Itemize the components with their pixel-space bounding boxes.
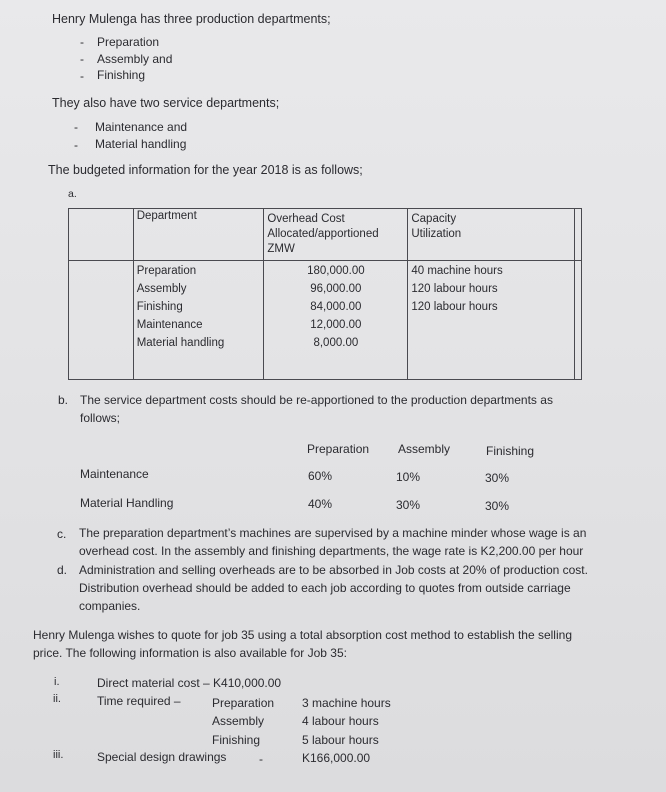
quote-line2: price. The following information is also available for Job 35: (33, 646, 347, 660)
row-department: Assembly (136, 283, 187, 295)
time-hours: 3 machine hours (302, 696, 391, 710)
bullet-dash: - (80, 69, 84, 83)
section-c-label: c. (57, 527, 67, 541)
row-cost: 8,000.00 (313, 337, 359, 349)
item-ii-label: ii. (53, 693, 61, 705)
section-d-line2: Distribution overhead should be added to each job according to quotes from outside carriage (79, 581, 571, 595)
header-capacity-line1: Capacity (411, 213, 457, 225)
production-dept-3: Finishing (97, 68, 146, 82)
bullet-dash: - (80, 35, 84, 49)
header-overhead (264, 209, 408, 261)
table-cell-empty (575, 261, 582, 380)
header-capacity-line2: Utilization (411, 228, 462, 240)
service-dept-1: Maintenance and (95, 120, 188, 134)
item-iii-text: Special design drawings (97, 750, 227, 764)
service-dept-2: Material handling (95, 137, 187, 151)
row-cost: 96,000.00 (310, 283, 362, 295)
apportion-value: 30% (485, 471, 510, 485)
section-d-line3: companies. (79, 599, 141, 613)
header-overhead-line1: Overhead Cost (267, 213, 345, 225)
service-intro: They also have two service departments; (52, 96, 280, 110)
dept-column (133, 261, 264, 380)
row-capacity: 120 labour hours (411, 283, 498, 295)
apportion-row-name: Maintenance (80, 467, 149, 481)
header-overhead-line2: Allocated/apportioned (267, 228, 379, 240)
section-d-label: d. (57, 563, 68, 577)
section-b-line2: follows; (80, 411, 121, 425)
section-c-line2: overhead cost. In the assembly and finishing departments, the wage rate is K2,200.00 per hour (79, 544, 584, 558)
apportion-col-finishing: Finishing (486, 444, 535, 458)
row-department: Preparation (136, 265, 197, 277)
apportion-col-preparation: Preparation (307, 442, 370, 456)
row-cost: 180,000.00 (307, 265, 365, 277)
bullet-dash: - (74, 120, 78, 134)
table-cell-empty (575, 209, 582, 261)
section-c-line1: The preparation department’s machines are supervised by a machine minder whose wage is an (79, 526, 587, 540)
table-cell-empty (69, 261, 134, 380)
cost-column (264, 261, 408, 380)
apportion-value: 30% (396, 498, 421, 512)
item-i-text: Direct material cost – K410,000.00 (97, 676, 282, 690)
time-hours: 5 labour hours (302, 733, 379, 747)
section-b-label: b. (58, 393, 69, 407)
time-hours: 4 labour hours (302, 714, 379, 728)
time-dept: Assembly (212, 714, 265, 728)
header-department (133, 209, 264, 261)
item-iii-dash: - (259, 752, 263, 766)
section-d-line1: Administration and selling overheads are to be absorbed in Job costs at 20% of production cost. (79, 563, 588, 577)
item-iii-label: iii. (53, 749, 64, 761)
header-overhead-line3: ZMW (267, 243, 295, 255)
header-department-label: Department (136, 210, 197, 222)
item-ii-text: Time required – (97, 694, 181, 708)
row-capacity: 40 machine hours (411, 265, 503, 277)
time-dept: Finishing (212, 733, 261, 747)
production-dept-1: Preparation (97, 35, 160, 49)
bullet-dash: - (74, 138, 78, 152)
apportion-value: 30% (485, 499, 510, 513)
section-a-label: a. (68, 188, 77, 200)
row-cost: 84,000.00 (310, 301, 362, 313)
production-dept-2: Assembly and (97, 52, 173, 66)
row-department: Material handling (136, 337, 225, 349)
apportion-row-name: Material Handling (80, 496, 174, 510)
row-department: Finishing (136, 301, 183, 313)
row-capacity (411, 316, 571, 334)
row-cost: 12,000.00 (310, 319, 362, 331)
quote-line1: Henry Mulenga wishes to quote for job 35 using a total absorption cost method to establish the selling (33, 628, 572, 642)
item-iii-value: K166,000.00 (302, 751, 371, 765)
row-department: Maintenance (136, 319, 203, 331)
table-cell-empty (69, 209, 134, 261)
row-capacity: 120 labour hours (411, 301, 498, 313)
apportion-value: 10% (396, 470, 421, 484)
item-i-label: i. (54, 676, 60, 688)
capacity-column (408, 261, 575, 380)
apportion-col-assembly: Assembly (398, 442, 451, 456)
apportion-value: 40% (308, 497, 333, 511)
budget-intro: The budgeted information for the year 2018 is as follows; (48, 163, 363, 177)
time-dept: Preparation (212, 696, 275, 710)
section-b-line1: The service department costs should be re-apportioned to the production departments as (80, 393, 553, 407)
row-capacity (411, 334, 571, 352)
bullet-dash: - (80, 52, 84, 66)
header-capacity (408, 209, 575, 261)
apportion-value: 60% (308, 469, 333, 483)
budget-table (68, 208, 582, 380)
intro-text: Henry Mulenga has three production departments; (52, 12, 331, 26)
